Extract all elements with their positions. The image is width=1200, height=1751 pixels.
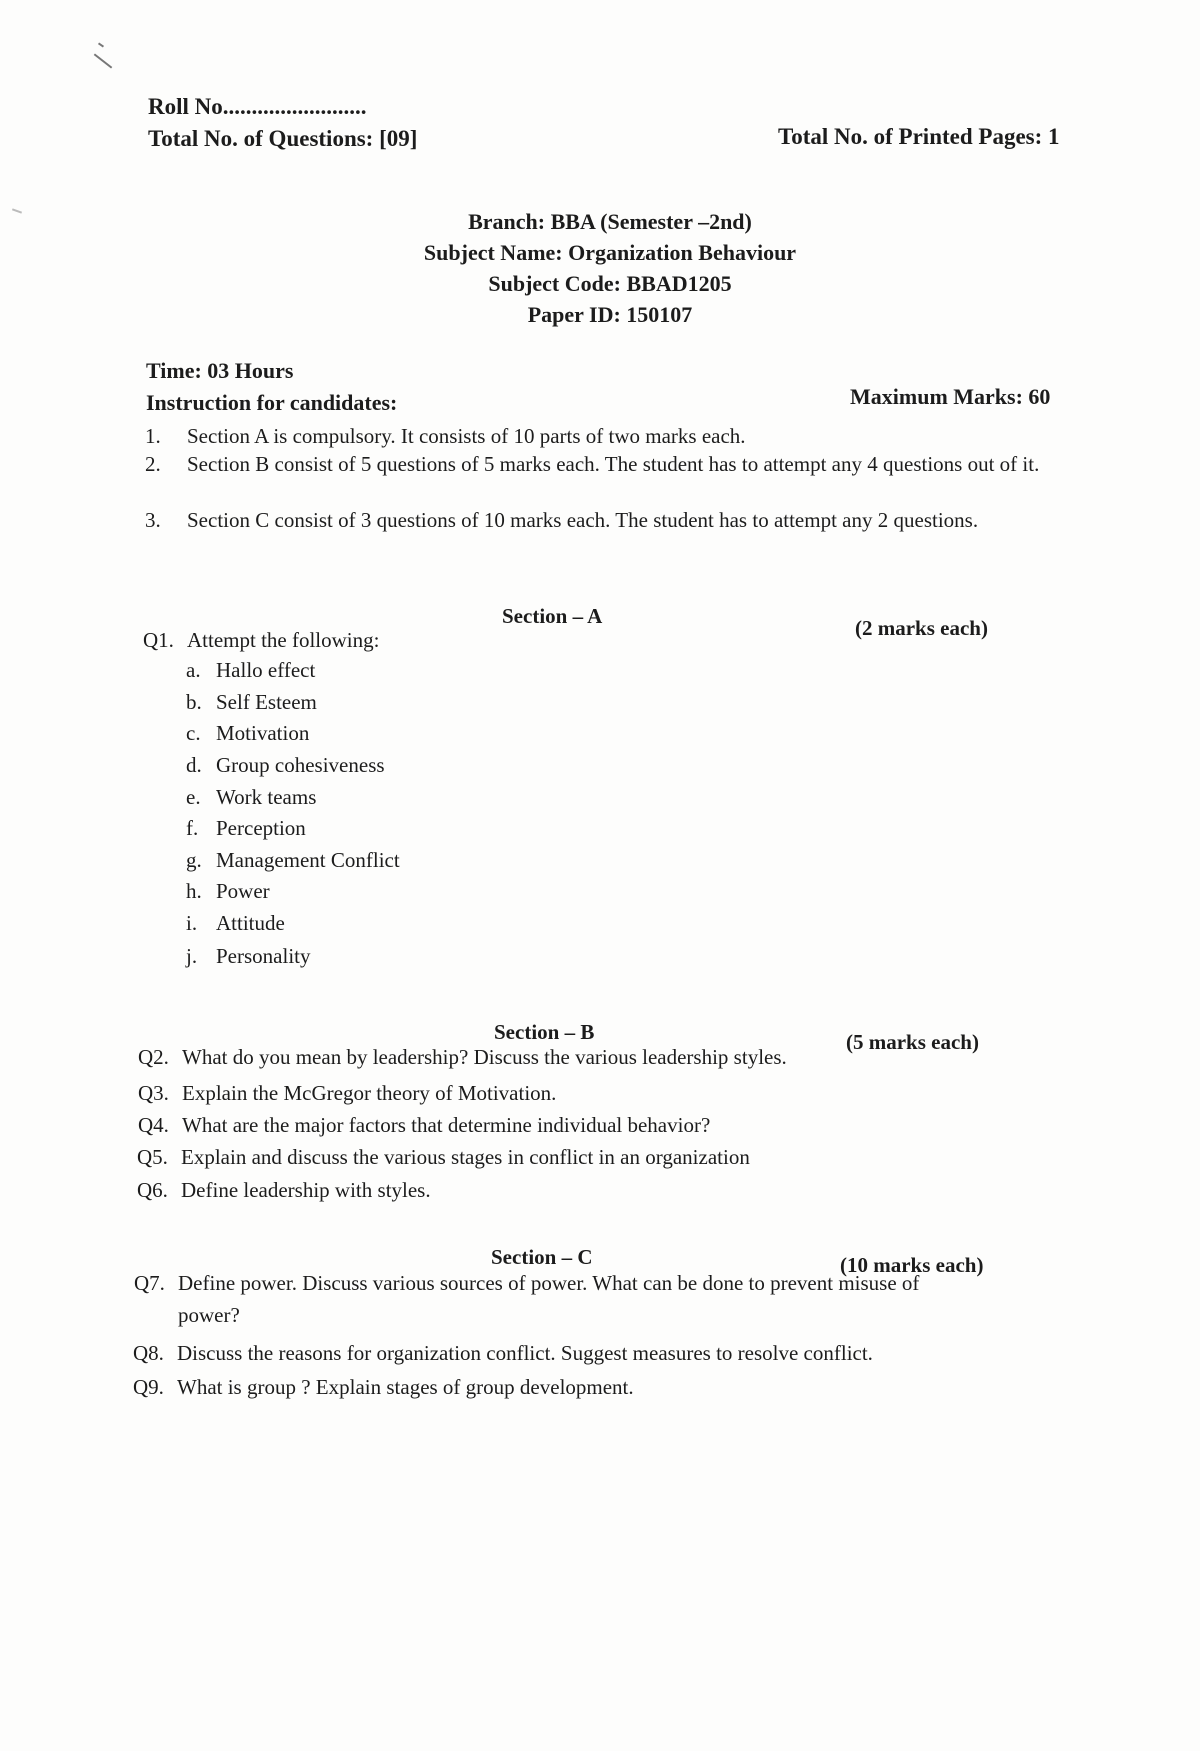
- subject-name-line: Subject Name: Organization Behaviour: [423, 240, 797, 265]
- instruction-number: 2.: [145, 452, 161, 476]
- question-q7-continued: power?: [178, 1303, 240, 1327]
- section-b-marks: (5 marks each): [846, 1030, 979, 1054]
- scan-mark: [94, 53, 113, 68]
- instruction-text: Section C consist of 3 questions of 10 marks each. The student has to attempt any 2 questions.: [187, 508, 979, 532]
- list-item: f. Perception: [186, 816, 306, 840]
- question-number: Q1.: [143, 628, 174, 652]
- section-b-title: Section – B: [494, 1020, 595, 1044]
- section-c-title: Section – C: [491, 1245, 593, 1269]
- list-item: b. Self Esteem: [186, 690, 317, 714]
- list-item: i. Attitude: [186, 911, 285, 935]
- question-q2: Q2. What do you mean by leadership? Discuss the various leadership styles.: [138, 1045, 787, 1069]
- instruction-item: [145, 508, 1063, 533]
- instruction-text: Section B consist of 5 questions of 5 marks each. The student has to attempt any 4 questions out of it.: [187, 452, 1040, 476]
- section-a-title: Section – A: [502, 604, 603, 628]
- instruction-item: [145, 452, 1063, 477]
- branch-line: Branch: BBA (Semester –2nd): [468, 209, 752, 234]
- scan-mark: [98, 42, 104, 47]
- section-c-marks: (10 marks each): [840, 1253, 984, 1277]
- list-item: j. Personality: [186, 944, 311, 968]
- list-item: h. Power: [186, 879, 270, 903]
- question-text: Attempt the following:: [187, 628, 380, 652]
- paper-id-line: Paper ID: 150107: [527, 302, 693, 327]
- time-allowed: Time: 03 Hours: [146, 358, 294, 383]
- instruction-number: 1.: [145, 424, 161, 448]
- roll-number-field: Roll No.........................: [148, 94, 367, 119]
- total-questions: Total No. of Questions: [09]: [148, 126, 418, 151]
- scan-mark: [12, 208, 22, 213]
- question-q8: Q8. Discuss the reasons for organization conflict. Suggest measures to resolve conflict.: [133, 1341, 873, 1365]
- question-q7: Q7. Define power. Discuss various sources of power. What can be done to prevent misuse of: [134, 1271, 920, 1295]
- subject-code-line: Subject Code: BBAD1205: [488, 271, 732, 296]
- list-item: g. Management Conflict: [186, 848, 400, 872]
- question-q5: Q5. Explain and discuss the various stages in conflict in an organization: [137, 1145, 750, 1169]
- list-item: e. Work teams: [186, 785, 317, 809]
- question-q9: Q9. What is group ? Explain stages of group development.: [133, 1375, 634, 1399]
- list-item: a. Hallo effect: [186, 658, 316, 682]
- question-q1: [143, 627, 379, 653]
- total-printed-pages: Total No. of Printed Pages: 1: [778, 124, 1060, 149]
- instruction-item: [145, 424, 1065, 449]
- instruction-text: Section A is compulsory. It consists of 10 parts of two marks each.: [187, 424, 746, 448]
- question-q4: Q4. What are the major factors that determine individual behavior?: [138, 1113, 711, 1137]
- instruction-heading: Instruction for candidates:: [146, 390, 398, 415]
- paper-title-block: [300, 206, 920, 330]
- list-item: c. Motivation: [186, 721, 310, 745]
- maximum-marks: Maximum Marks: 60: [850, 384, 1051, 409]
- question-q6: Q6. Define leadership with styles.: [137, 1178, 431, 1202]
- section-a-marks: (2 marks each): [855, 616, 988, 640]
- question-q3: Q3. Explain the McGregor theory of Motivation.: [138, 1081, 557, 1105]
- list-item: d. Group cohesiveness: [186, 753, 385, 777]
- instruction-number: 3.: [145, 508, 161, 532]
